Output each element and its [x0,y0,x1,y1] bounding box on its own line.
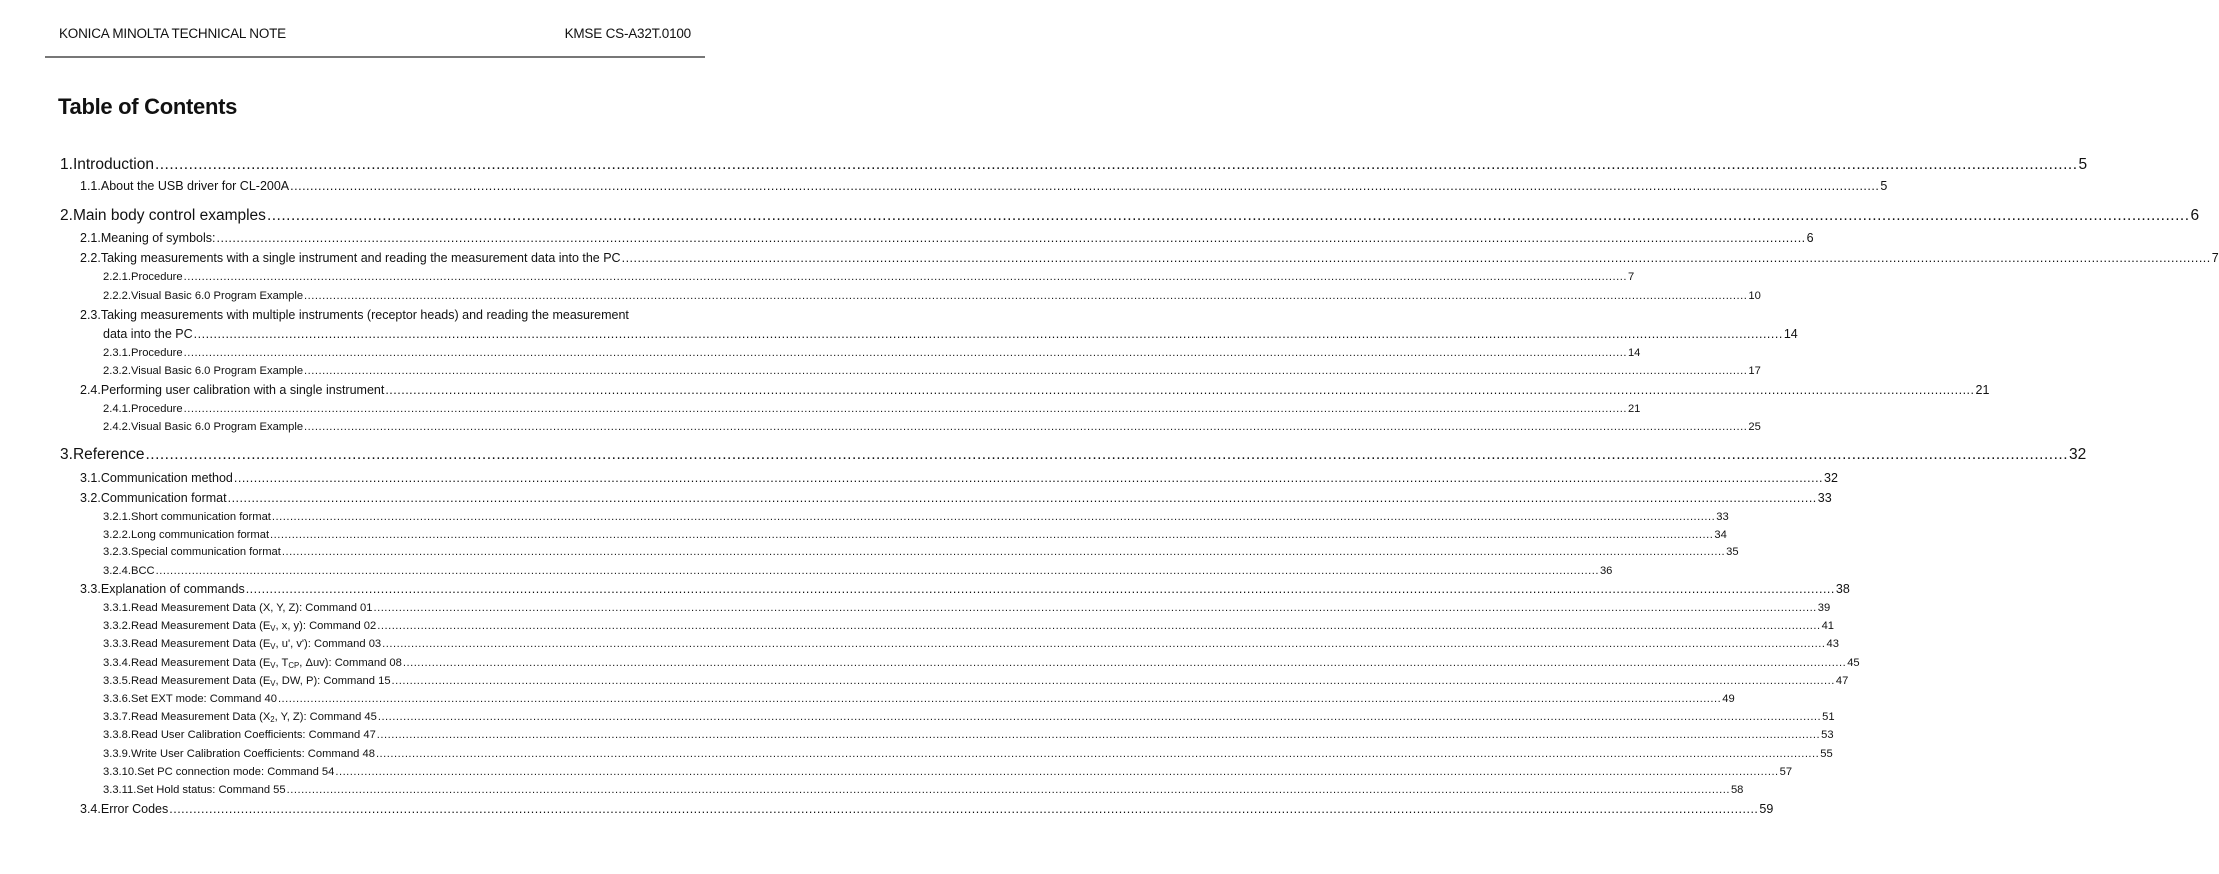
toc-entry-title: Error Codes [100,802,169,816]
dot-leader: ................................................................................................................................................................................................................................................................................................................................................................................................................ [281,546,1726,558]
toc-entry-page: 45 [1847,657,1860,669]
toc-entry-page: 35 [1726,546,1739,558]
toc-entry-number: 3.3.5. [103,675,131,687]
toc-entry[interactable] [103,620,1835,633]
toc-entry-title: Communication format [100,491,227,505]
toc-entry[interactable] [80,491,1832,505]
toc-entry[interactable] [103,271,1635,283]
subscript: 2 [270,714,275,724]
toc-entry-page: 10 [1748,290,1761,302]
toc-entry-number: 3.3.10. [103,766,138,778]
toc-entry-title: Read Measurement Data ($E_V$, $T_{CP}$, Δuv): Command 08 [131,657,402,670]
toc-entry-title: Set Hold status: Command 55 [136,784,286,796]
toc-entry[interactable] [103,365,1761,377]
toc-entry-title: About the USB driver for CL-200A [100,179,290,193]
dot-leader: ................................................................................................................................................................................................................................................................................................................................................................................................................ [216,231,1806,245]
toc-entry-page: 7 [2211,251,2219,265]
toc-entry-number: 2.3.2. [103,365,131,377]
toc-entry[interactable] [103,748,1833,760]
header-divider [45,56,705,58]
toc-entry-title: Read Measurement Data ($E_V$, DW, P): Command 15 [131,675,391,688]
toc-entry-page: 14 [1783,327,1798,341]
toc-entry-page: 34 [1714,529,1727,541]
toc-entry-title: Visual Basic 6.0 Program Example [131,365,304,377]
toc-entry-title: Read Measurement Data ($X_2$, Y, Z): Command 45 [131,711,377,724]
toc-entry-title: Introduction [72,156,154,173]
toc-entry-number: 3.3.9. [103,748,131,760]
toc-entry-number: 3.3.3. [103,638,131,650]
dot-leader: ................................................................................................................................................................................................................................................................................................................................................................................................................ [145,446,2069,463]
toc-entry-number: 3.3.6. [103,693,131,705]
toc-entry-title: Special communication format [131,546,281,558]
dot-leader: ................................................................................................................................................................................................................................................................................................................................................................................................................ [376,729,1821,741]
dot-leader: ................................................................................................................................................................................................................................................................................................................................................................................................................ [266,207,2190,224]
toc-entry[interactable] [103,602,1831,614]
toc-entry-page: 5 [1880,179,1888,193]
toc-entry-number: 3.3.11. [103,784,137,796]
dot-leader: ................................................................................................................................................................................................................................................................................................................................................................................................................ [402,657,1847,669]
toc-entry-number: 3.1. [80,471,101,485]
toc-entry-number: 3.2.4. [103,565,131,577]
toc-entry-page: 39 [1817,602,1831,614]
toc-entry-title: Long communication format [131,529,270,541]
toc-entry[interactable] [80,179,1888,193]
dot-leader: ................................................................................................................................................................................................................................................................................................................................................................................................................ [286,784,1730,796]
dot-leader: ................................................................................................................................................................................................................................................................................................................................................................................................................ [183,347,1627,359]
toc-entry-title: Read User Calibration Coefficients: Command 47 [131,729,376,741]
toc-entry-page: 7 [1627,271,1635,283]
header-document-title: KONICA MINOLTA TECHNICAL NOTE [59,26,286,41]
toc-entry[interactable] [80,802,1774,816]
toc-entry-number: 2.2.2. [103,290,131,302]
toc-entry-title: Reference [72,446,145,463]
toc-entry-page: 55 [1820,748,1833,760]
toc-entry-title: Performing user calibration with a single instrument [100,383,385,397]
toc-entry-number: 3.2.3. [103,546,131,558]
subscript: CP [288,660,300,670]
toc-entry-title: Write User Calibration Coefficients: Command 48 [131,748,375,760]
toc-entry[interactable] [80,471,1838,485]
dot-leader: ................................................................................................................................................................................................................................................................................................................................................................................................................ [377,620,1821,632]
toc-entry-number: 2.4.1. [103,403,131,415]
toc-entry-title-line[interactable] [80,308,629,322]
toc-entry-title: BCC [131,565,155,577]
dot-leader: ................................................................................................................................................................................................................................................................................................................................................................................................................ [193,327,1783,341]
toc-entry-page: 33 [1817,491,1832,505]
toc-entry-page: 6 [2190,207,2200,224]
toc-entry-title: Procedure [131,403,183,415]
toc-entry[interactable] [103,565,1613,577]
toc-entry-number: 2.2. [80,251,101,265]
dot-leader: ................................................................................................................................................................................................................................................................................................................................................................................................................ [183,403,1627,415]
toc-entry[interactable] [103,511,1729,523]
dot-leader: ................................................................................................................................................................................................................................................................................................................................................................................................................ [621,251,2211,265]
subscript: V [270,623,276,633]
toc-entry[interactable] [103,529,1727,541]
toc-entry-title: Main body control examples [72,207,266,224]
toc-entry-page: 17 [1748,365,1761,377]
dot-leader: ................................................................................................................................................................................................................................................................................................................................................................................................................ [155,565,1599,577]
toc-entry-number: 2.3. [80,308,101,322]
toc-entry-number: 3.3.7. [103,711,131,723]
toc-entry-number: 3.3. [80,582,101,596]
toc-entry[interactable] [103,327,1798,341]
toc-entry[interactable] [60,446,2087,464]
toc-entry[interactable] [80,231,1814,245]
dot-leader: ................................................................................................................................................................................................................................................................................................................................................................................................................ [233,471,1824,485]
toc-entry[interactable] [80,251,2219,265]
toc-entry-number: 2.4. [80,383,101,397]
dot-leader: ................................................................................................................................................................................................................................................................................................................................................................................................................ [385,383,1975,397]
toc-entry[interactable] [80,582,1850,596]
toc-entry[interactable] [103,693,1735,705]
toc-entry[interactable] [103,403,1641,415]
dot-leader: ................................................................................................................................................................................................................................................................................................................................................................................................................ [391,675,1835,687]
toc-entry[interactable] [103,711,1835,724]
toc-entry[interactable] [103,347,1641,359]
dot-leader: ................................................................................................................................................................................................................................................................................................................................................................................................................ [377,711,1822,723]
toc-entry[interactable] [103,657,1860,670]
toc-entry-page: 47 [1835,675,1849,687]
subscript: V [270,660,276,670]
toc-entry[interactable] [103,421,1761,433]
toc-entry-page: 58 [1730,784,1744,796]
toc-entry-title: Procedure [131,347,183,359]
dot-leader: ................................................................................................................................................................................................................................................................................................................................................................................................................ [304,421,1748,433]
toc-entry-page: 21 [1975,383,1990,397]
toc-entry[interactable] [103,766,1793,778]
toc-entry-number: 3.4. [80,802,101,816]
toc-entry-title: Taking measurements with multiple instruments (receptor heads) and reading the measurement [100,308,629,322]
dot-leader: ................................................................................................................................................................................................................................................................................................................................................................................................................ [227,491,1817,505]
subscript: V [270,678,276,688]
toc-entry-page: 57 [1779,766,1793,778]
toc-entry-page: 59 [1759,802,1774,816]
toc-entry-title: Read Measurement Data ($E_V$, u', v'): Command 03 [131,638,382,651]
toc-entry[interactable] [80,383,1990,397]
toc-entry-number: 1. [60,156,73,173]
toc-entry-page: 32 [1824,471,1838,485]
dot-leader: ................................................................................................................................................................................................................................................................................................................................................................................................................ [304,365,1748,377]
toc-entry-number: 2.2.1. [103,271,131,283]
toc-entry-number: 2.4.2. [103,421,131,433]
toc-entry-title: Communication method [100,471,233,485]
toc-entry-number: 3.3.1. [103,602,131,614]
toc-entry-page: 25 [1748,421,1761,433]
toc-entry-title: Visual Basic 6.0 Program Example [131,290,304,302]
toc-entry-page: 6 [1806,231,1814,245]
dot-leader: ................................................................................................................................................................................................................................................................................................................................................................................................................ [290,179,1880,193]
toc-entry-title: Read Measurement Data ($E_V$, x, y): Command 02 [131,620,377,633]
toc-entry[interactable] [103,638,1839,651]
toc-entry-title: Set EXT mode: Command 40 [131,693,277,705]
dot-leader: ................................................................................................................................................................................................................................................................................................................................................................................................................ [373,602,1817,614]
dot-leader: ................................................................................................................................................................................................................................................................................................................................................................................................................ [270,529,1714,541]
dot-leader: ................................................................................................................................................................................................................................................................................................................................................................................................................ [183,271,1627,283]
dot-leader: ................................................................................................................................................................................................................................................................................................................................................................................................................ [277,693,1722,705]
toc-entry-page: 53 [1821,729,1834,741]
toc-entry-title: Procedure [131,271,183,283]
toc-entry-title: Visual Basic 6.0 Program Example [131,421,304,433]
dot-leader: ................................................................................................................................................................................................................................................................................................................................................................................................................ [335,766,1779,778]
toc-entry-page: 41 [1821,620,1835,632]
header-document-number: KMSE CS-A32T.0100 [564,26,691,41]
toc-entry[interactable] [60,207,2200,225]
dot-leader: ................................................................................................................................................................................................................................................................................................................................................................................................................ [154,156,2078,173]
toc-entry-page: 38 [1835,582,1850,596]
toc-entry-page: 36 [1599,565,1613,577]
dot-leader: ................................................................................................................................................................................................................................................................................................................................................................................................................ [169,802,1759,816]
toc-entry-title: Read Measurement Data (X, Y, Z): Command 01 [131,602,373,614]
toc-entry[interactable] [60,156,2088,174]
toc-entry-page: 49 [1722,693,1735,705]
toc-entry-number: 3.2. [80,491,101,505]
toc-entry-page: 32 [2069,446,2087,463]
toc-entry-page: 14 [1627,347,1641,359]
toc-entry[interactable] [103,290,1761,302]
dot-leader: ................................................................................................................................................................................................................................................................................................................................................................................................................ [271,511,1716,523]
page-title: Table of Contents [58,94,238,119]
subscript: V [270,641,276,651]
toc-entry[interactable] [103,729,1834,741]
toc-entry[interactable] [103,784,1744,796]
toc-entry-number: 3. [60,446,73,463]
toc-entry-page: 21 [1627,403,1641,415]
toc-entry-number: 3.3.4. [103,657,131,669]
toc-entry-page: 51 [1822,711,1835,723]
toc-entry-number: 3.2.1. [103,511,131,523]
dot-leader: ................................................................................................................................................................................................................................................................................................................................................................................................................ [304,290,1748,302]
toc-entry-page: 5 [2078,156,2088,173]
dot-leader: ................................................................................................................................................................................................................................................................................................................................................................................................................ [375,748,1820,760]
toc-entry-title: Taking measurements with a single instrument and reading the measurement data into the PC [100,251,621,265]
toc-entry-page: 43 [1826,638,1839,650]
toc-entry[interactable] [103,675,1849,688]
toc-entry-number: 3.3.8. [103,729,131,741]
toc-entry-number: 3.2.2. [103,529,131,541]
toc-entry-title: data into the PC [103,327,193,341]
toc-entry[interactable] [103,546,1739,558]
toc-entry-number: 2.1. [80,231,101,245]
dot-leader: ................................................................................................................................................................................................................................................................................................................................................................................................................ [245,582,1835,596]
toc-entry-title: Meaning of symbols: [100,231,216,245]
toc-entry-title: Short communication format [131,511,271,523]
toc-entry-page: 33 [1716,511,1729,523]
toc-entry-number: 2.3.1. [103,347,131,359]
toc-entry-number: 2. [60,207,73,224]
toc-entry-title: Set PC connection mode: Command 54 [137,766,335,778]
toc-entry-number: 3.3.2. [103,620,131,632]
dot-leader: ................................................................................................................................................................................................................................................................................................................................................................................................................ [382,638,1826,650]
toc-entry-number: 1.1. [80,179,101,193]
toc-entry-title: Explanation of commands [100,582,245,596]
